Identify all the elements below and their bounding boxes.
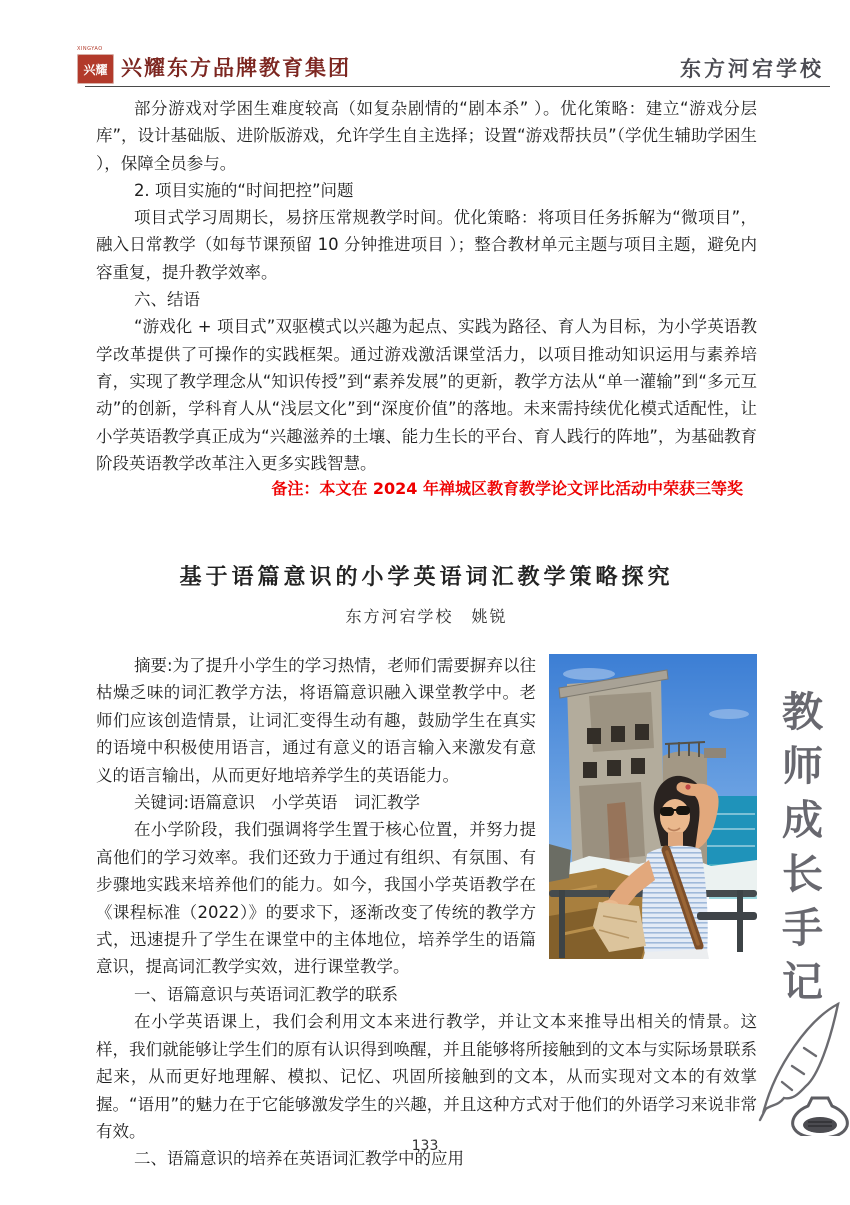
teacher-growth-stamp: 教师成长手记 xyxy=(775,690,823,1014)
article2-section-heading: 二、语篇意识的培养在英语词汇教学中的应用 xyxy=(133,1149,464,1169)
brand-seal-logo-icon: 兴耀 xyxy=(77,54,114,84)
photo-railing-front xyxy=(697,912,757,920)
article2-section-heading: 一、语篇意识与英语词汇教学的联系 xyxy=(133,984,398,1004)
article1-paragraph: “游戏化 + 项目式”双驱模式以兴趣为起点、实践为路径、育人为目标，为小学英语教学改革提供了可操作的实践框架。通过游戏激活课堂活力，以项目推动知识运用与素养培育，实现了教学理念从“知识传授”到“素养发展”的更新，教学方法从“单一灌输”到“多元互动”的创新，学科育人从“浅层文化”到“深度价值”的落地。未来需持续优化模式适配性，让小学英语教学真正成为“兴趣滋养的土壤、能力生长的平台、育人践行的阵地”，为基础教育阶段英语教学改革注入更多实践智慧。 xyxy=(96,317,757,473)
article1-paragraph: 部分游戏对学困生难度较高（如复杂剧情的“剧本杀” ）。优化策略：建立“游戏分层库”，设计基础版、进阶版游戏，允许学生自主选择；设置“游戏帮扶员”（学优生辅助学困生 ），保障全员参与。 xyxy=(96,99,757,173)
article2-photo xyxy=(549,654,757,959)
page-number: 133 xyxy=(411,1138,439,1154)
article2-abstract: 摘要:为了提升小学生的学习热情，老师们需要摒弃以往枯燥乏味的词汇教学方法，将语篇意识融入课堂教学中。老师们应该创造情景，让词汇变得生动有趣，鼓励学生在真实的语境中积极使用语言，通过有意义的语言输入来激发有意义的语言输出，从而更好地培养学生的英语能力。 xyxy=(96,656,536,785)
award-note: 备注：本文在 2024 年禅城区教育教学论文评比活动中荣获三等奖 xyxy=(271,479,743,498)
article1-subheading: 2. 项目实施的“时间把控”问题 xyxy=(133,180,354,200)
header-brand-title: 兴耀东方品牌教育集团 xyxy=(121,55,351,80)
article2-paragraph: 在小学阶段，我们强调将学生置于核心位置，并努力提高他们的学习效率。我们还致力于通过有组织、有氛围、有步骤地实践来培养他们的能力。如今，我国小学英语教学在《课程标准（2022）》的要求下，逐渐改变了传统的教学方式，迅速提升了学生在课堂中的主体地位，培养学生的语篇意识，提高词汇教学实效，进行课堂教学。 xyxy=(96,820,536,977)
article2-paragraph: 在小学英语课上，我们会利用文本来进行教学，并让文本来推导出相关的情景。这样，我们就能够让学生们的原有认识得到唤醒，并且能够将所接触到的文本与实际场景联系起来，从而更好地理解、模拟、记忆、巩固所接触到的文本，从而实现对文本的有效掌握。“语用”的魅力在于它能够激发学生的兴趣，并且这种方式对于他们的外语学习来说非常有效。 xyxy=(96,1012,757,1141)
article2-body xyxy=(96,652,757,1173)
article1-section-heading: 六、结语 xyxy=(133,290,200,310)
header-school-name: 东方河宕学校 xyxy=(680,56,824,81)
article1-paragraph: 项目式学习周期长，易挤压常规教学时间。优化策略：将项目任务拆解为“微项目”，融入日常教学（如每节课预留 10 分钟推进项目 ）；整合教材单元主题与项目主题，避免内容重复，提升教学效率。 xyxy=(96,208,757,282)
article2-byline: 东方河宕学校 姚锐 xyxy=(345,607,508,626)
logo-sub-text: XINGYAO xyxy=(77,46,103,52)
quill-and-ink-icon xyxy=(748,998,850,1136)
seaside-photo-illustration xyxy=(549,654,757,959)
article2-title: 基于语篇意识的小学英语词汇教学策略探究 xyxy=(179,564,674,590)
page-header xyxy=(77,46,830,87)
article1-body xyxy=(96,95,757,477)
article2-keywords: 关键词:语篇意识 小学英语 词汇教学 xyxy=(133,793,420,813)
